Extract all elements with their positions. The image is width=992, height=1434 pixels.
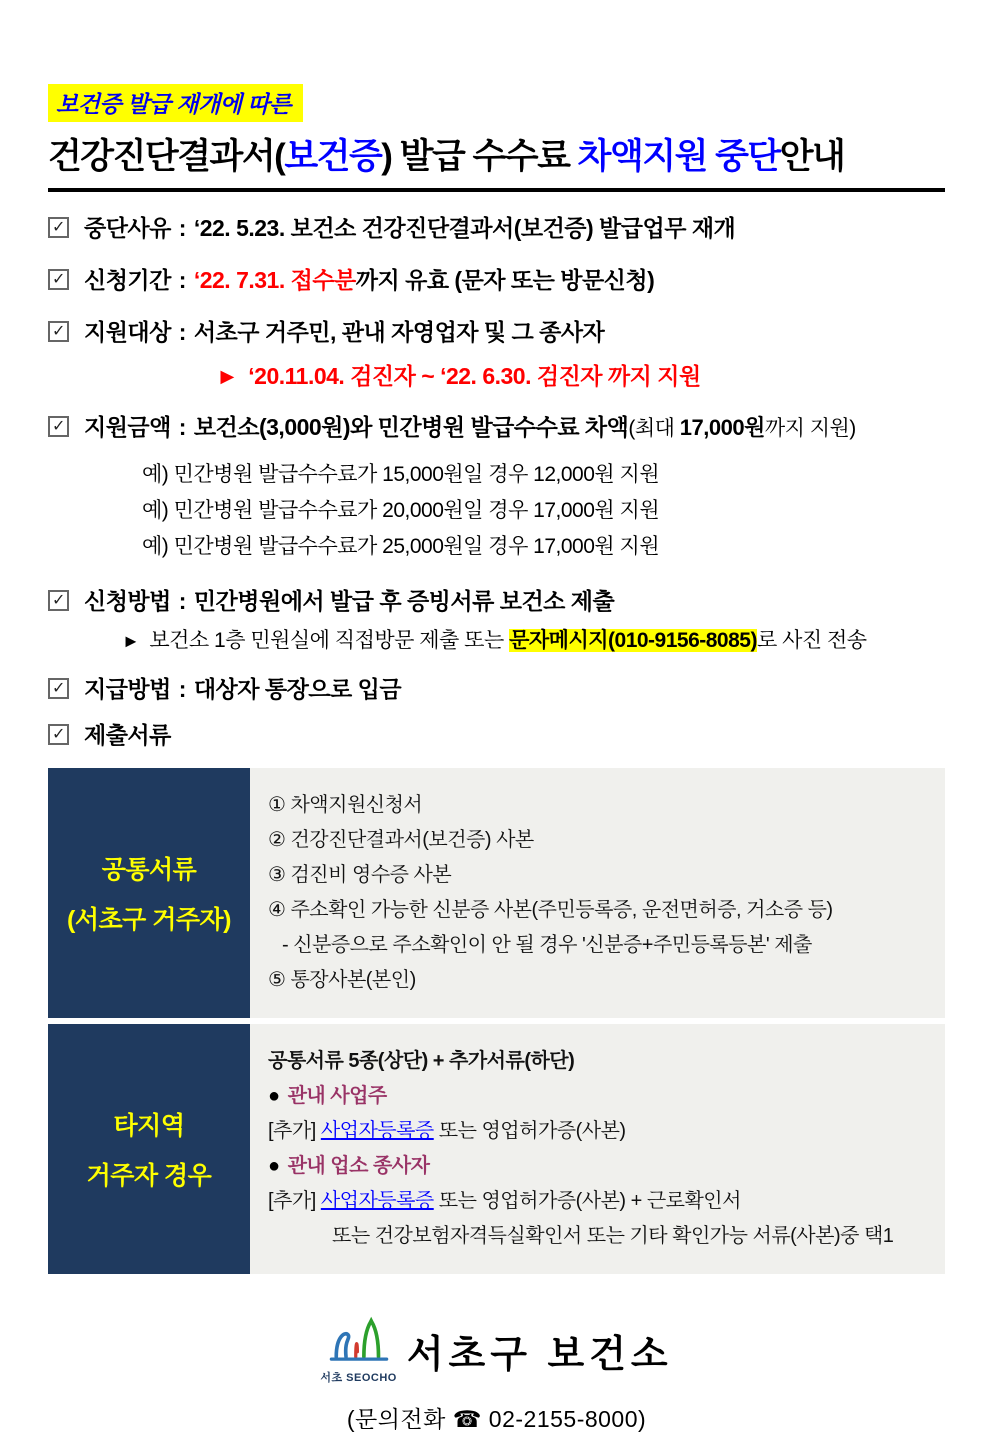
doc-line: ④ 주소확인 가능한 신분증 사본(주민등록증, 운전면허증, 거소증 등)	[268, 899, 833, 921]
item-amount-label: 지원금액	[84, 414, 171, 440]
item-method-label: 신청방법	[84, 588, 171, 614]
doc-line: ① 차액지원신청서	[268, 794, 423, 816]
example-line: 예) 민간병원 발급수수료가 15,000원일 경우 12,000원 지원	[142, 463, 660, 486]
biz-license-text: 사업자등록증	[320, 1190, 434, 1212]
item-payment	[48, 674, 945, 705]
target-period-note: ► ‘20.11.04. 검진자 ~ ‘22. 6.30. 검진자 까지 지원	[216, 363, 701, 389]
title-seg-black1: 건강진단결과서(	[48, 137, 285, 176]
colon: :	[172, 319, 192, 345]
item-target	[48, 317, 945, 348]
doc-line-sub: - 신분증으로 주소확인이 안 될 경우 '신분증+주민등록등본' 제출	[282, 934, 812, 956]
item-payment-text: 지급방법 : 대상자 통장으로 입금	[84, 676, 402, 702]
item-documents-label: 제출서류	[84, 722, 171, 748]
arrow-right-icon: ►	[122, 631, 140, 651]
row1-header-cell	[48, 768, 250, 1018]
checkbox-icon: ✓	[48, 678, 69, 699]
title-seg-black3: 안내	[779, 137, 845, 176]
row2-bullet2: ● 관내 업소 종사자	[268, 1155, 430, 1177]
item-period-text: 신청기간 : ‘22. 7.31. 접수분까지 유효 (문자 또는 방문신청)	[84, 267, 655, 293]
tagline-highlight: 보건증 발급 재개에 따른	[48, 84, 303, 122]
bullet-icon: ●	[268, 1155, 280, 1177]
doc-line: ③ 검진비 영수증 사본	[268, 864, 452, 886]
documents-table	[48, 768, 945, 1274]
amount-paren: (최대 17,000원까지 지원)	[628, 415, 856, 440]
item-period	[48, 265, 945, 296]
item-amount	[48, 412, 945, 444]
colon: :	[172, 414, 192, 440]
item-reason-label: 중단사유	[84, 215, 171, 241]
biz-license-text: 사업자등록증	[320, 1120, 434, 1142]
item-method-text: 신청방법 : 민간병원에서 발급 후 증빙서류 보건소 제출	[84, 588, 615, 614]
org-name: 서초구 보건소	[406, 1334, 673, 1376]
doc-line: ② 건강진단결과서(보건증) 사본	[268, 829, 534, 851]
row2-add1: [추가] 사업자등록증 또는 영업허가증(사본)	[268, 1120, 626, 1142]
item-amount-text: 지원금액 : 보건소(3,000원)와 민간병원 발급수수료 차액(최대 17,000원까지 지원)	[84, 414, 856, 440]
row2-header-cell	[48, 1024, 250, 1274]
example-line: 예) 민간병원 발급수수료가 25,000원일 경우 17,000원 지원	[142, 535, 660, 558]
seocho-logo-svg	[326, 1316, 392, 1368]
period-red-text: ‘22. 7.31. 접수분	[193, 267, 356, 293]
contact-phone: (문의전화 ☎ 02-2155-8000)	[346, 1406, 647, 1432]
method-note: ► 보건소 1층 민원실에 직접방문 제출 또는 문자메시지(010-9156-8085)로 사진 전송	[122, 629, 867, 652]
item-method	[48, 586, 945, 617]
row2-add2-cont: 또는 건강보험자격득실확인서 또는 기타 확인가능 서류(사본)중 택1	[332, 1225, 894, 1247]
colon: :	[172, 588, 192, 614]
title-seg-blue1: 보건증	[284, 137, 382, 176]
item-target-text: 지원대상 : 서초구 거주민, 관내 자영업자 및 그 종사자	[84, 319, 605, 345]
colon: :	[172, 215, 192, 241]
arrow-right-icon: ►	[216, 363, 239, 389]
colon: :	[172, 676, 192, 702]
item-period-label: 신청기간	[84, 267, 171, 293]
row2-add2: [추가] 사업자등록증 또는 영업허가증(사본) + 근로확인서	[268, 1190, 741, 1212]
logo-caption: 서초 SEOCHO	[320, 1372, 397, 1384]
row2-header-line1: 타지역	[113, 1112, 185, 1140]
row1-content-cell	[250, 768, 945, 1018]
row2-bullet1: ● 관내 사업주	[268, 1085, 387, 1107]
checkbox-icon: ✓	[48, 217, 69, 238]
fee-examples	[142, 457, 945, 565]
sms-highlight: 문자메시지(010-9156-8085)	[509, 629, 757, 652]
bullet-icon: ●	[268, 1085, 280, 1107]
title-seg-blue2: 차액지원 중단	[577, 137, 780, 176]
item-target-label: 지원대상	[84, 319, 171, 345]
title-seg-black2: ) 발급 수수료	[381, 137, 578, 176]
emphasized-date: ‘22. 6.30. 검진자	[440, 363, 603, 389]
item-reason-text: 중단사유 : ‘22. 5.23. 보건소 건강진단결과서(보건증) 발급업무 재개	[84, 215, 736, 241]
checkbox-icon: ✓	[48, 724, 69, 745]
checkbox-icon: ✓	[48, 590, 69, 611]
row2-header-line2: 거주자 경우	[86, 1162, 212, 1190]
checkbox-icon: ✓	[48, 269, 69, 290]
item-documents	[48, 720, 945, 751]
seocho-logo-icon	[320, 1316, 396, 1385]
item-reason	[48, 213, 945, 244]
table-row-common-docs	[48, 768, 945, 1018]
row2-intro: 공통서류 5종(상단) + 추가서류(하단)	[268, 1050, 575, 1072]
item-payment-label: 지급방법	[84, 676, 171, 702]
row1-header-line2: (서초구 거주자)	[67, 906, 231, 934]
checkbox-icon: ✓	[48, 321, 69, 342]
page-title	[48, 129, 945, 192]
example-line: 예) 민간병원 발급수수료가 20,000원일 경우 17,000원 지원	[142, 499, 660, 522]
org-line	[320, 1316, 672, 1385]
colon: :	[172, 267, 192, 293]
phone-icon: ☎	[452, 1406, 482, 1432]
checkbox-icon: ✓	[48, 416, 69, 437]
table-row-other-region	[48, 1024, 945, 1274]
footer	[48, 1316, 945, 1434]
row1-header-line1: 공통서류	[101, 856, 197, 884]
row2-content-cell	[250, 1024, 945, 1274]
doc-line: ⑤ 통장사본(본인)	[268, 969, 416, 991]
